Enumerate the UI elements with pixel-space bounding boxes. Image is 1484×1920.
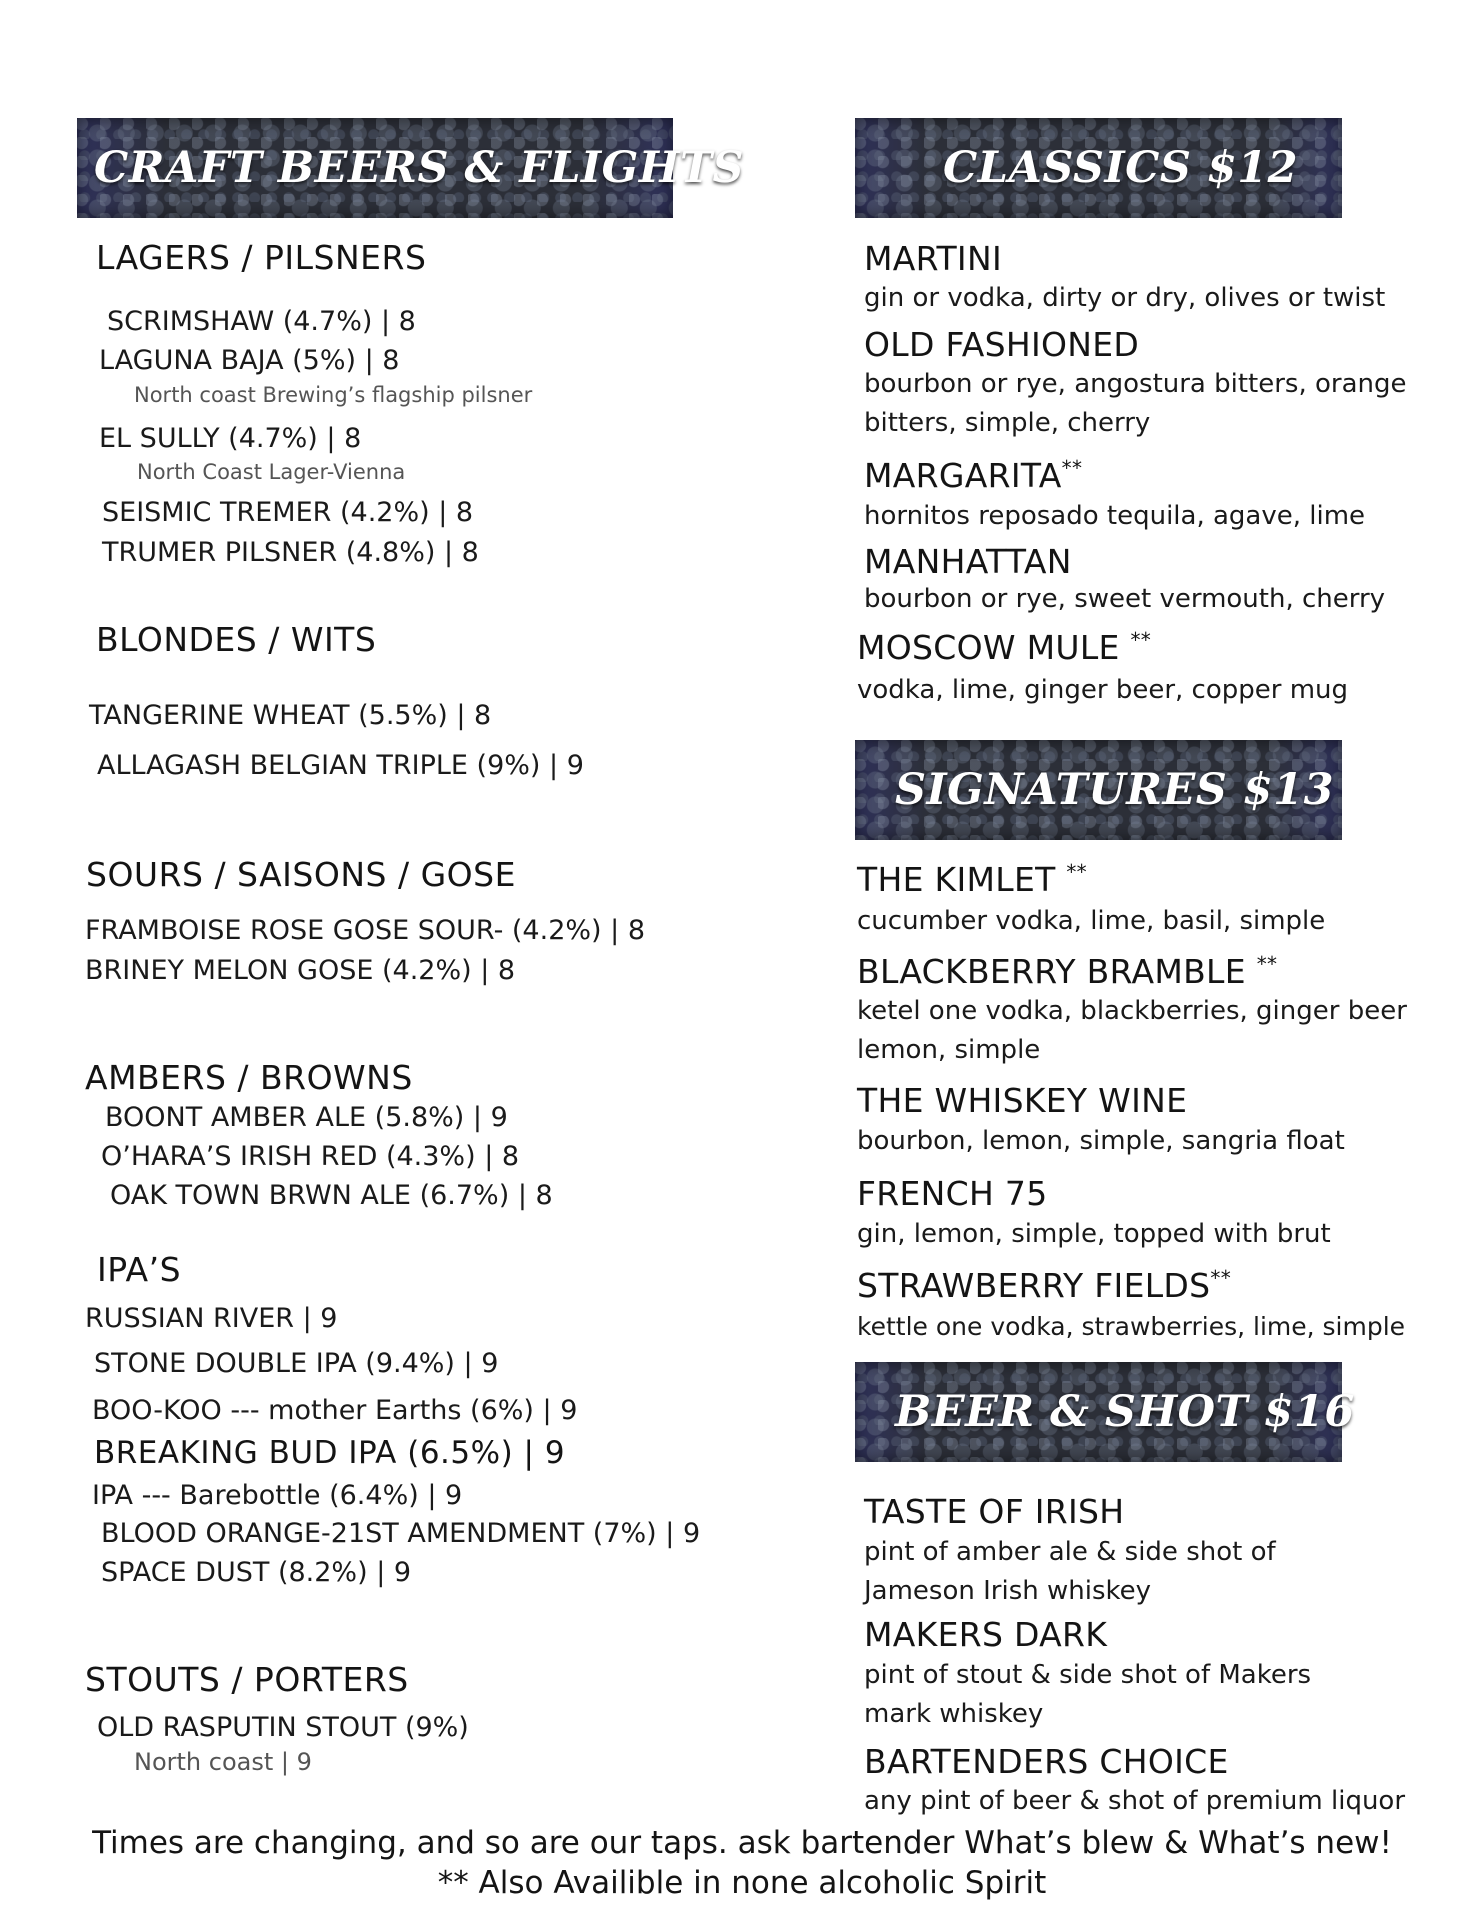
drink-description: pint of stout & side shot of Makers bbox=[864, 1660, 1312, 1690]
drink-description: bourbon, lemon, simple, sangria float bbox=[857, 1126, 1345, 1156]
banner-craft-beers-title: CRAFT BEERS & FLIGHTS bbox=[94, 143, 745, 193]
drink-description: ketel one vodka, blackberries, ginger beer bbox=[857, 996, 1407, 1026]
beer-item: IPA --- Barebottle (6.4%) | 9 bbox=[92, 1480, 463, 1511]
beer-item: FRAMBOISE ROSE GOSE SOUR- (4.2%) | 8 bbox=[85, 915, 645, 946]
banner-signatures-title: SIGNATURES $13 bbox=[895, 765, 1334, 815]
drink-name-text: MOSCOW MULE bbox=[857, 628, 1120, 667]
drink-name: BARTENDERS CHOICE bbox=[864, 1742, 1229, 1781]
beer-note: North coast Brewing’s flagship pilsner bbox=[134, 383, 533, 407]
banner-signatures bbox=[855, 740, 1342, 840]
drink-description: bitters, simple, cherry bbox=[864, 408, 1151, 438]
beer-item: TANGERINE WHEAT (5.5%) | 8 bbox=[89, 700, 492, 731]
non-alcoholic-mark: ** bbox=[1066, 860, 1087, 884]
drink-description: bourbon or rye, angostura bitters, orange bbox=[864, 369, 1407, 399]
beer-item: LAGUNA BAJA (5%) | 8 bbox=[99, 345, 400, 376]
drink-name bbox=[857, 628, 1151, 667]
section-heading-ipas: IPA’S bbox=[97, 1250, 182, 1289]
banner-classics bbox=[855, 118, 1342, 218]
non-alcoholic-mark: ** bbox=[1210, 1266, 1231, 1290]
drink-name bbox=[857, 860, 1087, 899]
beer-item: EL SULLY (4.7%) | 8 bbox=[99, 423, 362, 454]
section-heading-ambers: AMBERS / BROWNS bbox=[85, 1058, 413, 1097]
beer-item: BREAKING BUD IPA (6.5%) | 9 bbox=[94, 1435, 566, 1471]
drink-description: kettle one vodka, strawberries, lime, simple bbox=[857, 1312, 1406, 1341]
beer-item: BOONT AMBER ALE (5.8%) | 9 bbox=[105, 1102, 508, 1133]
beer-item: BLOOD ORANGE-21ST AMENDMENT (7%) | 9 bbox=[101, 1518, 701, 1549]
banner-classics-title: CLASSICS $12 bbox=[943, 143, 1299, 193]
drink-description: mark whiskey bbox=[864, 1699, 1044, 1729]
drink-description: any pint of beer & shot of premium liquor bbox=[864, 1786, 1406, 1816]
beer-note: North coast | 9 bbox=[134, 1748, 312, 1776]
section-heading-blondes: BLONDES / WITS bbox=[96, 620, 377, 659]
drink-name-text: THE KIMLET bbox=[857, 860, 1056, 899]
section-heading-stouts: STOUTS / PORTERS bbox=[85, 1660, 409, 1699]
drink-name bbox=[857, 952, 1277, 991]
beer-item: RUSSIAN RIVER | 9 bbox=[85, 1303, 338, 1334]
drink-description: lemon, simple bbox=[857, 1035, 1041, 1065]
banner-craft-beers bbox=[77, 118, 745, 218]
drink-name: TASTE OF IRISH bbox=[864, 1492, 1125, 1531]
beer-item: SPACE DUST (8.2%) | 9 bbox=[101, 1557, 412, 1588]
beer-item: OAK TOWN BRWN ALE (6.7%) | 8 bbox=[110, 1180, 553, 1211]
section-heading-sours: SOURS / SAISONS / GOSE bbox=[86, 855, 516, 894]
beer-item: SCRIMSHAW (4.7%) | 8 bbox=[107, 306, 416, 337]
drink-description: pint of amber ale & side shot of bbox=[864, 1537, 1276, 1567]
beer-item: BOO-KOO --- mother Earths (6%) | 9 bbox=[92, 1395, 578, 1426]
footer-non-alcoholic-note: ** Also Availible in none alcoholic Spirit bbox=[437, 1865, 1047, 1901]
drink-description: cucumber vodka, lime, basil, simple bbox=[857, 906, 1326, 936]
drink-name-text: MARGARITA bbox=[864, 456, 1062, 495]
drink-name: OLD FASHIONED bbox=[864, 325, 1140, 364]
non-alcoholic-mark: ** bbox=[1130, 628, 1152, 652]
drink-name: THE WHISKEY WINE bbox=[857, 1081, 1188, 1120]
drink-name-text: BLACKBERRY BRAMBLE bbox=[857, 952, 1246, 991]
beer-item: ALLAGASH BELGIAN TRIPLE (9%) | 9 bbox=[97, 750, 584, 781]
beer-item: O’HARA’S IRISH RED (4.3%) | 8 bbox=[101, 1141, 520, 1172]
drink-name-text: STRAWBERRY FIELDS bbox=[857, 1266, 1211, 1305]
banner-beer-and-shot-title: BEER & SHOT $16 bbox=[895, 1387, 1355, 1437]
drink-description: hornitos reposado tequila, agave, lime bbox=[864, 501, 1366, 531]
section-heading-lagers: LAGERS / PILSNERS bbox=[96, 238, 427, 277]
non-alcoholic-mark: ** bbox=[1256, 952, 1278, 976]
beer-item: STONE DOUBLE IPA (9.4%) | 9 bbox=[94, 1348, 499, 1379]
drink-name bbox=[864, 456, 1082, 495]
drink-name: MAKERS DARK bbox=[864, 1615, 1108, 1654]
footer-taps-note: Times are changing, and so are our taps. ask bartender What’s blew & What’s new! bbox=[92, 1825, 1392, 1861]
drink-name bbox=[857, 1266, 1231, 1305]
beer-item: OLD RASPUTIN STOUT (9%) bbox=[97, 1712, 469, 1743]
drink-description: gin, lemon, simple, topped with brut bbox=[857, 1219, 1331, 1249]
drink-description: gin or vodka, dirty or dry, olives or twist bbox=[864, 283, 1386, 313]
non-alcoholic-mark: ** bbox=[1061, 456, 1083, 480]
drink-description: vodka, lime, ginger beer, copper mug bbox=[857, 675, 1349, 705]
drink-name: MARTINI bbox=[864, 239, 1002, 278]
beer-item: BRINEY MELON GOSE (4.2%) | 8 bbox=[85, 955, 516, 986]
beer-item: TRUMER PILSNER (4.8%) | 8 bbox=[102, 537, 479, 568]
drink-name: FRENCH 75 bbox=[857, 1174, 1048, 1213]
beer-note: North Coast Lager-Vienna bbox=[137, 460, 406, 484]
beer-item: SEISMIC TREMER (4.2%) | 8 bbox=[102, 497, 474, 528]
drink-name: MANHATTAN bbox=[864, 542, 1072, 581]
banner-beer-and-shot bbox=[855, 1362, 1355, 1462]
drink-description: Jameson Irish whiskey bbox=[864, 1576, 1152, 1606]
drink-description: bourbon or rye, sweet vermouth, cherry bbox=[864, 584, 1386, 614]
